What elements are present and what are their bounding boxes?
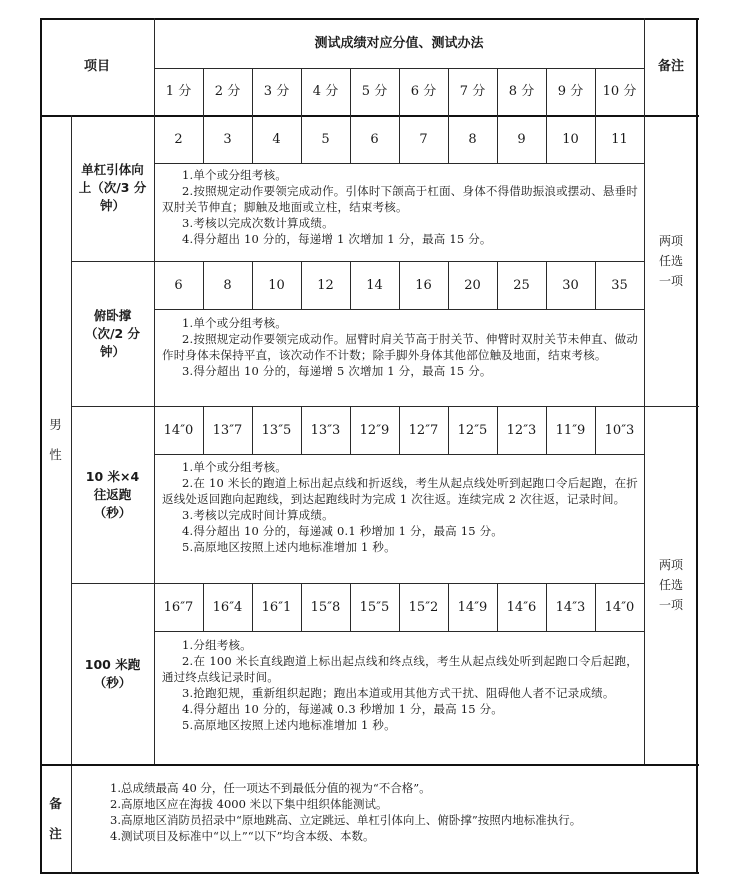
grid-line (644, 406, 699, 407)
grid-line (71, 115, 72, 874)
item-pushups (71, 261, 154, 406)
footer-note: 1.总成绩最高 40 分，任一项达不到最低分值的视为“不合格”。 (110, 781, 431, 795)
grid-line (40, 18, 699, 20)
grid-line (40, 18, 42, 874)
grid-line (595, 261, 596, 310)
item-line: 单杠引体向 (81, 162, 144, 177)
score-value-cell: 16″1 (261, 599, 292, 615)
grid-line (40, 872, 699, 874)
score-value-cell: 8 (223, 277, 232, 293)
grid-line (350, 68, 351, 116)
score-value-cell: 12 (317, 277, 334, 293)
footer-label (40, 764, 71, 873)
item-line: 100 米跑 (84, 656, 141, 672)
score-value-cell: 14″0 (163, 422, 194, 438)
grid-line (40, 764, 699, 766)
score-value-cell: 13″3 (310, 422, 341, 438)
method-line: 1.单个或分组考核。 (182, 316, 287, 330)
remark-group-2 (644, 406, 698, 764)
grid-line (301, 583, 302, 632)
score-header-4: 4 分 (312, 84, 339, 99)
score-value-cell: 16″7 (163, 599, 194, 615)
score-header-2: 2 分 (214, 84, 241, 99)
method-line: 5.高原地区按照上述内地标准增加 1 秒。 (182, 718, 396, 732)
grid-line (546, 261, 547, 310)
gender-char-2: 性 (49, 446, 62, 462)
score-value-cell: 11″9 (555, 422, 586, 438)
score-header-7: 7 分 (459, 84, 486, 99)
score-value-cell: 7 (419, 131, 428, 147)
grid-line (252, 115, 253, 164)
grid-line (399, 115, 400, 164)
remark-line: 任选 (658, 253, 683, 268)
score-value-cell: 12″7 (408, 422, 439, 438)
grid-line (546, 68, 547, 116)
grid-line (301, 261, 302, 310)
grid-line (546, 115, 547, 164)
score-value-cell: 10 (268, 277, 285, 293)
grid-line (448, 406, 449, 455)
footer-label-char: 备 (49, 795, 62, 811)
score-value-cell: 6 (174, 277, 183, 293)
item-line: 往返跑 (93, 486, 132, 502)
grid-line (448, 115, 449, 164)
method-line: 3.考核以完成次数计算成绩。 (182, 216, 334, 230)
grid-line (71, 261, 645, 262)
method-line: 4.得分超出 10 分的，每递减 0.1 秒增加 1 分，最高 15 分。 (182, 524, 503, 538)
gender-char-1: 男 (49, 416, 62, 432)
grid-line (203, 583, 204, 632)
score-value-cell: 13″5 (261, 422, 292, 438)
grid-line (448, 583, 449, 632)
method-line: 5.高原地区按照上述内地标准增加 1 秒。 (182, 540, 396, 554)
grid-line (399, 406, 400, 455)
remark-line: 一项 (658, 598, 683, 612)
remark-header: 备注 (657, 59, 684, 74)
grid-line (203, 406, 204, 455)
score-header-10: 10 分 (602, 84, 637, 99)
score-value-cell: 5 (321, 131, 330, 147)
item-line: （秒） (93, 504, 132, 520)
score-value-cell: 12″5 (457, 422, 488, 438)
method-line: 2.按照规定动作要领完成动作。屈臂时肩关节高于肘关节、伸臂时双肘关节未伸直、做动作时身体未保持平直，该次动作不计数；除手脚外身体其他部位触及地面，结束考核。 (162, 332, 638, 362)
score-value-cell: 14″3 (555, 599, 586, 615)
grid-line (252, 68, 253, 116)
score-value-cell: 12″9 (359, 422, 390, 438)
grid-line (546, 406, 547, 455)
grid-line (301, 406, 302, 455)
score-header-8: 8 分 (508, 84, 535, 99)
footer-note: 2.高原地区应在海拔 4000 米以下集中组织体能测试。 (110, 797, 388, 811)
grid-line (595, 115, 596, 164)
score-value-cell: 12″3 (506, 422, 537, 438)
fitness-standards-table (40, 18, 698, 873)
grid-line (40, 115, 699, 117)
grid-line (252, 261, 253, 310)
footer-note: 4.测试项目及标准中“以上”“以下”均含本级、本数。 (110, 829, 375, 843)
grid-line (448, 261, 449, 310)
remark-line: 两项 (658, 558, 683, 572)
method-line: 3.得分超出 10 分的，每递增 5 次增加 1 分，最高 15 分。 (182, 364, 492, 378)
method-line: 1.分组考核。 (182, 638, 252, 652)
score-value-cell: 14″9 (457, 599, 488, 615)
grid-line (350, 261, 351, 310)
score-value-cell: 15″8 (310, 599, 341, 615)
grid-line (154, 18, 155, 765)
score-value-cell: 16″4 (212, 599, 243, 615)
grid-line (301, 115, 302, 164)
gender-label (40, 115, 71, 764)
grid-line (71, 406, 645, 407)
grid-line (595, 583, 596, 632)
grid-line (350, 406, 351, 455)
score-value-cell: 6 (370, 131, 379, 147)
footer-notes (86, 780, 686, 844)
grid-line (595, 68, 596, 116)
grid-line (644, 18, 645, 765)
item-pullups (71, 115, 154, 261)
grid-line (399, 68, 400, 116)
grid-line (301, 68, 302, 116)
score-value-cell: 11 (611, 131, 628, 147)
method-line: 1.单个或分组考核。 (182, 460, 287, 474)
score-value-cell: 15″2 (408, 599, 439, 615)
grid-line (696, 18, 698, 874)
remark-line: 一项 (658, 273, 683, 288)
score-value-cell: 15″5 (359, 599, 390, 615)
item-header: 项目 (83, 59, 110, 74)
score-value-cell: 14″6 (506, 599, 537, 615)
grid-line (350, 115, 351, 164)
score-value-cell: 4 (272, 131, 281, 147)
score-value-cell: 10 (562, 131, 579, 147)
grid-line (399, 261, 400, 310)
item-line: 钟） (99, 343, 125, 359)
score-header-5: 5 分 (361, 84, 388, 99)
score-header-3: 3 分 (263, 84, 290, 99)
grid-line (497, 115, 498, 164)
score-value-cell: 20 (464, 277, 481, 293)
score-value-cell: 3 (223, 131, 232, 147)
footer-note: 3.高原地区消防员招录中“原地跳高、立定跳远、单杠引体向上、俯卧撑”按照内地标准执行。 (110, 813, 582, 827)
remark-group-1 (644, 115, 698, 406)
item-line: 上（次/3 分 (78, 180, 147, 195)
score-value-cell: 30 (562, 277, 579, 293)
grid-line (350, 583, 351, 632)
grid-line (203, 115, 204, 164)
item-100m-run (71, 583, 154, 764)
method-line: 3.考核以完成时间计算成绩。 (182, 508, 334, 522)
remark-line: 两项 (658, 233, 683, 248)
method-pullups (162, 167, 638, 247)
grid-line (203, 68, 204, 116)
method-line: 3.抢跑犯规，重新组织起跑；跑出本道或用其他方式干扰、阻碍他人者不记录成绩。 (182, 686, 615, 700)
score-value-cell: 35 (611, 277, 628, 293)
score-value-cell: 8 (468, 131, 477, 147)
method-line: 4.得分超出 10 分的，每递减 0.3 秒增加 1 分，最高 15 分。 (182, 702, 503, 716)
method-line: 2.在 10 米长的跑道上标出起点线和折返线，考生从起点线处听到起跑口令后起跑，在折返线处返回跑向起跑线，到达起跑线时为完成 1 次往返。连续完成 2 次往返，记录时间。 (162, 476, 638, 506)
score-value-cell: 13″7 (212, 422, 243, 438)
grid-line (252, 583, 253, 632)
score-value-cell: 10″3 (604, 422, 635, 438)
item-line: 10 米×4 (85, 468, 140, 484)
grid-line (497, 406, 498, 455)
grid-line (497, 261, 498, 310)
method-line: 2.在 100 米长直线跑道上标出起点线和终点线，考生从起点线处听到起跑口令后起跑，通过终点线记录时间。 (162, 654, 638, 684)
grid-line (497, 68, 498, 116)
score-value-cell: 25 (513, 277, 530, 293)
method-line: 1.单个或分组考核。 (182, 168, 287, 182)
item-line: （次/2 分 (84, 325, 141, 341)
score-header-6: 6 分 (410, 84, 437, 99)
grid-line (497, 583, 498, 632)
score-value-cell: 14″0 (604, 599, 635, 615)
method-line: 4.得分超出 10 分的，每递增 1 次增加 1 分，最高 15 分。 (182, 232, 492, 246)
remark-line: 任选 (658, 578, 683, 592)
grid-line (595, 406, 596, 455)
grid-line (203, 261, 204, 310)
scores-title: 测试成绩对应分值、测试办法 (314, 35, 484, 51)
score-header-1: 1 分 (165, 84, 192, 99)
footer-label-char: 注 (49, 825, 62, 841)
score-value-cell: 2 (174, 131, 183, 147)
method-pushups (162, 315, 638, 379)
grid-line (71, 583, 645, 584)
score-header-9: 9 分 (557, 84, 584, 99)
item-line: 俯卧撑 (93, 307, 132, 323)
method-line: 2.按照规定动作要领完成动作。引体时下颌高于杠面、身体不得借助振浪或摆动、悬垂时双肘关节伸直；脚触及地面或立柱，结束考核。 (162, 184, 638, 214)
score-value-cell: 16 (415, 277, 432, 293)
item-line: （秒） (93, 674, 132, 690)
item-shuttle-run (71, 406, 154, 583)
score-value-cell: 9 (517, 131, 526, 147)
item-line: 钟） (99, 198, 125, 213)
method-100m-run (162, 637, 638, 733)
grid-line (546, 583, 547, 632)
grid-line (399, 583, 400, 632)
grid-line (448, 68, 449, 116)
grid-line (252, 406, 253, 455)
score-value-cell: 14 (366, 277, 383, 293)
method-shuttle-run (162, 459, 638, 555)
